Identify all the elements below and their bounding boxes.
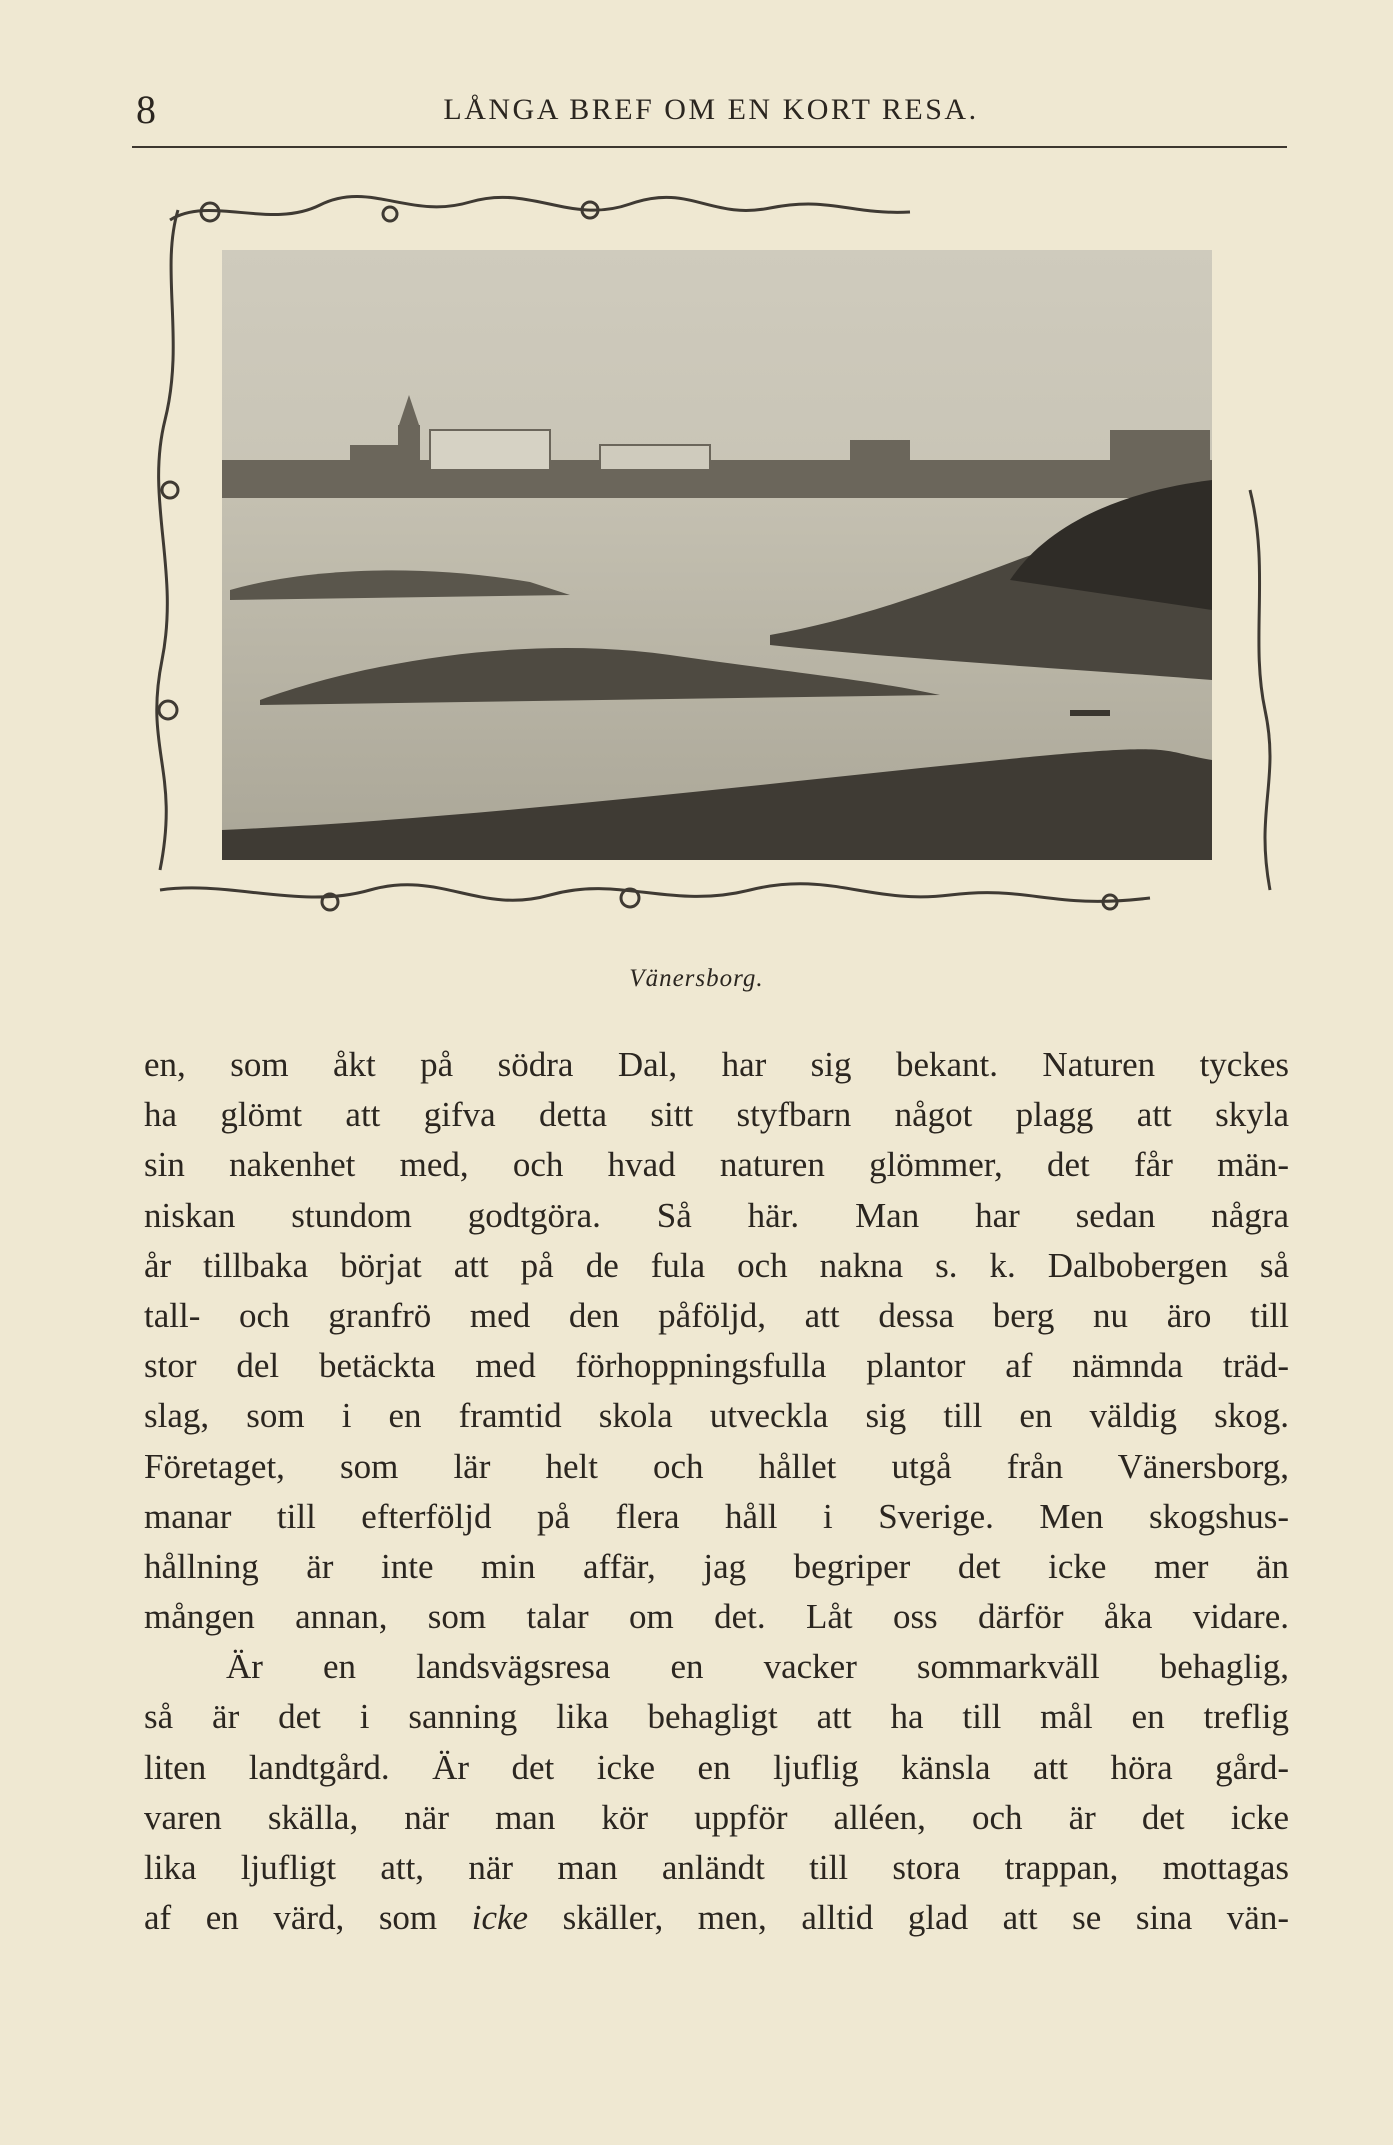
photo-caption: Vänersborg. — [629, 965, 764, 992]
text-segment: skäller, men, alltid glad att se sina vän- — [528, 1898, 1289, 1938]
text-line-last — [144, 1893, 1289, 1943]
text-line: ha glömt att gifva detta sitt styfbarn något plagg att skyla — [144, 1095, 1289, 1135]
text-line: en, som åkt på södra Dal, har sig bekant. Naturen tyckes — [144, 1045, 1289, 1084]
text-line: Är en landsvägsresa en vacker sommarkväll behaglig, — [226, 1647, 1289, 1687]
photo-image — [222, 250, 1212, 860]
text-line: manar till efterföljd på flera håll i Sverige. Men skogshus- — [144, 1496, 1289, 1536]
photo-figure — [150, 190, 1280, 930]
body-text — [144, 1040, 1289, 1943]
text-line: tall- och granfrö med den påföljd, att dessa berg nu äro till — [144, 1295, 1289, 1335]
text-line: år tillbaka börjat att på de fula och nakna s. k. Dalbobergen så — [144, 1245, 1289, 1285]
text-line: så är det i sanning lika behagligt att ha till mål en treflig — [144, 1697, 1289, 1737]
page-header — [136, 80, 1286, 140]
text-line: niskan stundom godtgöra. Så här. Man har sedan några — [144, 1195, 1289, 1235]
italic-word: icke — [471, 1898, 529, 1938]
text-line: Företaget, som lär helt och hållet utgå från Vänersborg, — [144, 1446, 1289, 1486]
text-line: slag, som i en framtid skola utveckla sig till en väldig skog. — [144, 1396, 1289, 1436]
text-line: lika ljufligt att, när man anländt till stora trappan, mottagas — [144, 1848, 1289, 1887]
text-line: sin nakenhet med, och hvad naturen glömmer, det får män- — [144, 1145, 1289, 1185]
text-line: mången annan, som talar om det. Låt oss därför åka vidare. — [144, 1597, 1289, 1637]
page-number: 8 — [136, 87, 156, 132]
text-line: stor del betäckta med förhoppningsfulla plantor af nämnda träd- — [144, 1346, 1289, 1386]
text-line: liten landtgård. Är det icke en ljuflig känsla att höra gård- — [144, 1747, 1289, 1787]
text-segment: af en värd, som — [144, 1898, 472, 1938]
header-rule — [132, 146, 1287, 148]
text-line: varen skälla, när man kör uppför alléen, och är det icke — [144, 1797, 1289, 1837]
text-line: hållning är inte min affär, jag begriper det icke mer än — [144, 1546, 1289, 1586]
vanersborg-photo — [150, 190, 1280, 930]
running-title: LÅNGA BREF OM EN KORT RESA. — [443, 93, 979, 126]
